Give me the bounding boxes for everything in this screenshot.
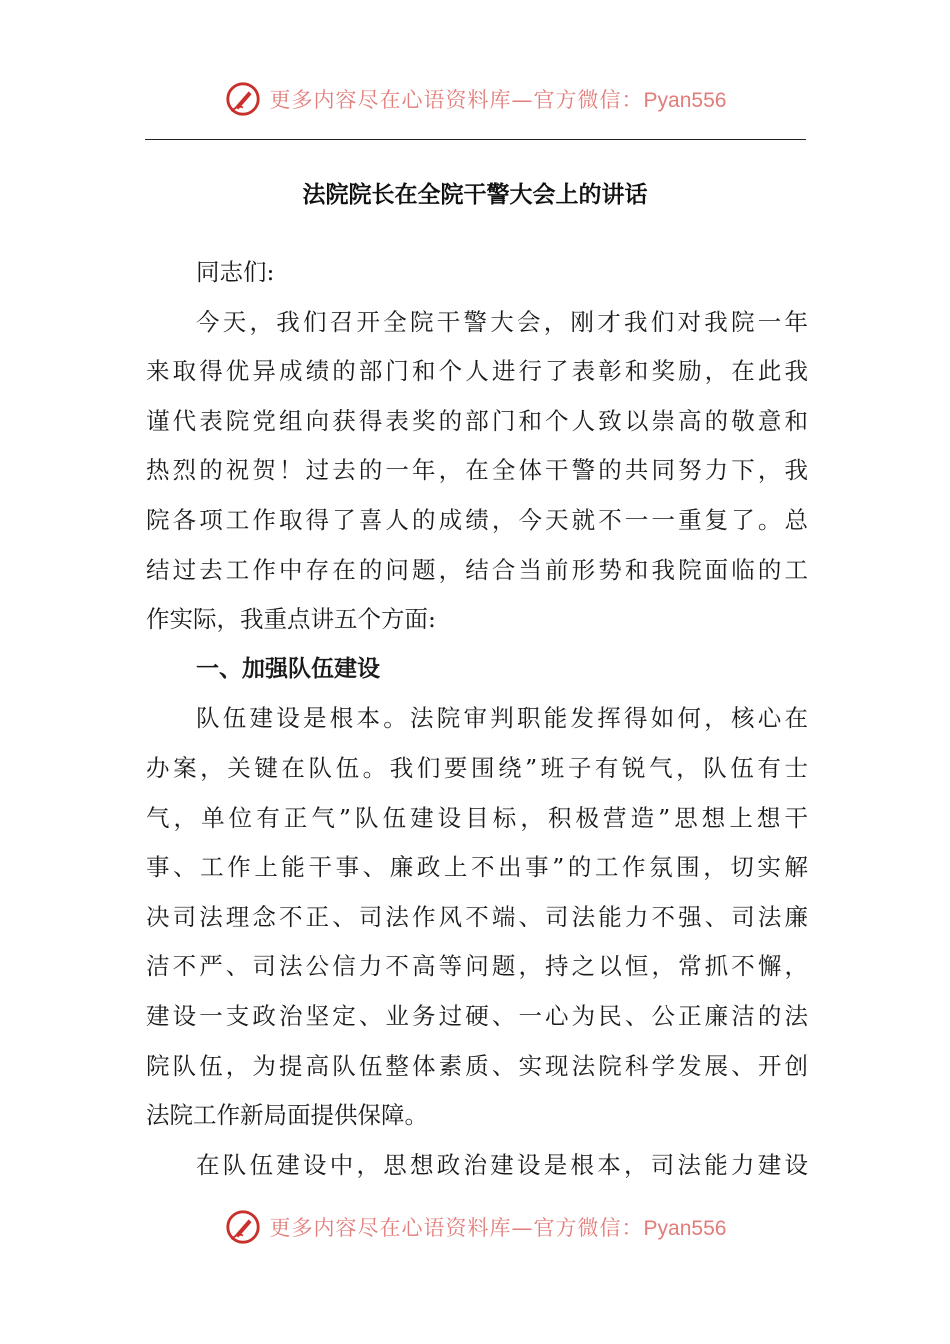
body-line: 气，单位有正气”队伍建设目标，积极营造”思想上想干 [146,803,808,832]
watermark-text [270,1212,727,1242]
watermark-wechat-id: Pyan556 [643,1217,727,1240]
body-line: 决司法理念不正、司法作风不端、司法能力不强、司法廉 [146,902,808,931]
salutation: 同志们: [196,258,275,286]
watermark-slogan: 更多内容尽在心语资料库—官方微信： [269,1216,644,1240]
body-line: 队伍建设是根本。法院审判职能发挥得如何，核心在 [196,704,808,733]
body-line: 结过去工作中存在的问题，结合当前形势和我院面临的工 [146,555,808,584]
watermark-text [270,84,727,114]
body-line: 来取得优异成绩的部门和个人进行了表彰和奖励，在此我 [146,357,808,386]
body-line: 院队伍，为提高队伍整体素质、实现法院科学发展、开创 [146,1051,808,1080]
document-body [146,248,808,1190]
body-line: 事、工作上能干事、廉政上不出事”的工作氛围，切实解 [146,853,808,882]
body-line: 作实际，我重点讲五个方面: [146,605,436,634]
footer-watermark [0,1208,950,1246]
watermark-slogan: 更多内容尽在心语资料库—官方微信： [269,88,644,112]
header-watermark [0,80,950,118]
body-line: 建设一支政治坚定、业务过硬、一心为民、公正廉洁的法 [146,1001,808,1030]
body-line: 今天，我们召开全院干警大会，刚才我们对我院一年 [196,307,808,336]
pen-logo-icon [224,80,262,118]
body-line: 洁不严、司法公信力不高等问题，持之以恒，常抓不懈， [146,952,808,981]
body-line: 院各项工作取得了喜人的成绩，今天就不一一重复了。总 [146,505,808,534]
body-line: 办案，关键在队伍。我们要围绕”班子有锐气，队伍有士 [146,753,808,782]
document-title: 法院院长在全院干警大会上的讲话 [302,182,648,208]
pen-logo-icon [224,1208,262,1246]
body-line: 在队伍建设中，思想政治建设是根本，司法能力建设 [196,1150,808,1179]
body-line: 热烈的祝贺！过去的一年，在全体干警的共同努力下，我 [146,456,808,485]
watermark-wechat-id: Pyan556 [643,89,727,112]
header-divider [145,139,806,140]
section-heading: 一、加强队伍建设 [196,655,380,682]
body-line: 法院工作新局面提供保障。 [146,1101,428,1130]
body-line: 谨代表院党组向获得表奖的部门和个人致以崇高的敬意和 [146,406,808,435]
